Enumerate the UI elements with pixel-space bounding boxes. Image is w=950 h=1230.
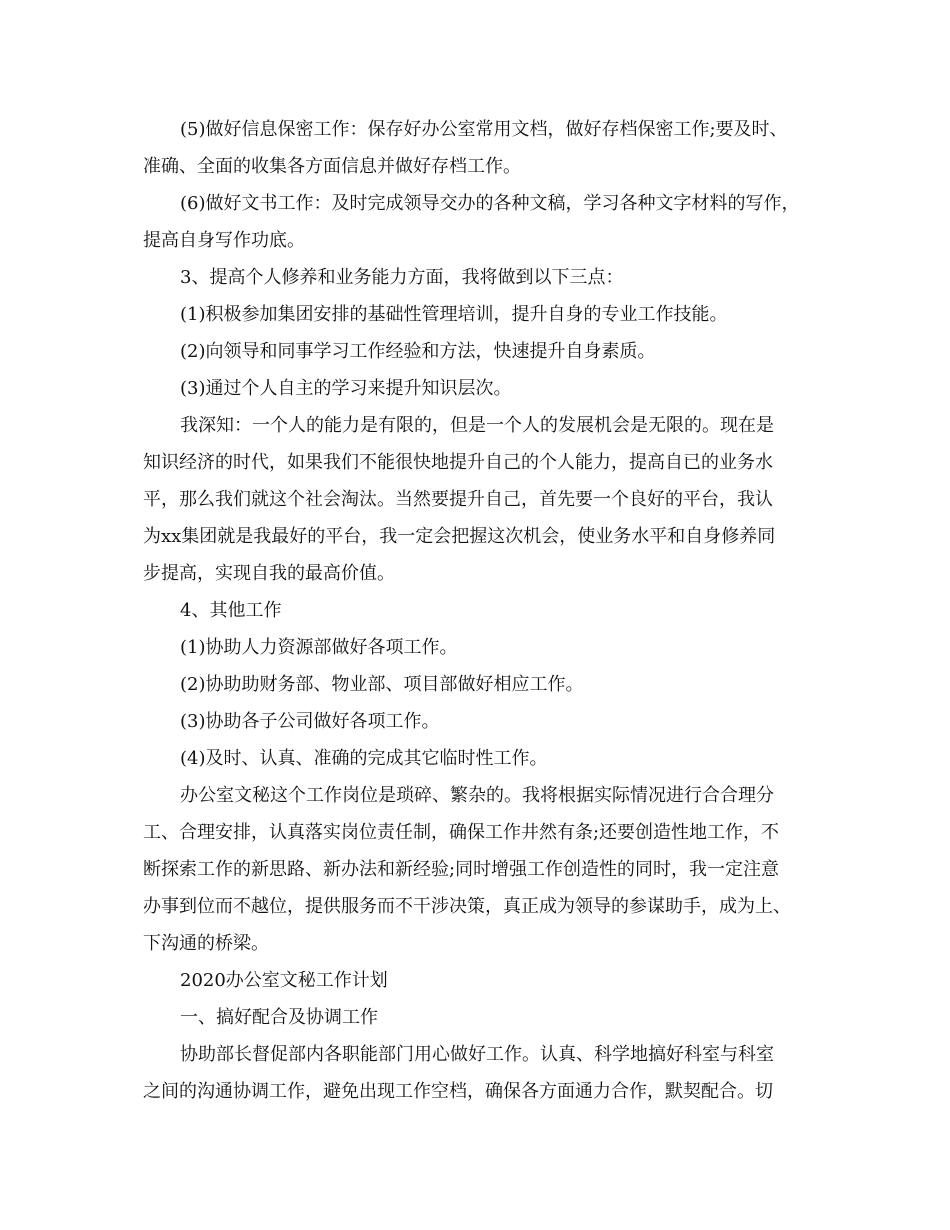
paragraph-line: 工、合理安排，认真落实岗位责任制，确保工作井然有条;还要创造性地工作，不	[143, 822, 780, 843]
section-heading: 4、其他工作	[180, 600, 282, 621]
list-item: (2)向领导和同事学习工作经验和方法，快速提升自身素质。	[180, 341, 656, 362]
section-heading: 一、搞好配合及协调工作	[180, 1007, 378, 1028]
paragraph-line: 为xx集团就是我最好的平台，我一定会把握这次机会，使业务水平和自身修养同	[143, 526, 776, 547]
paragraph-line: 我深知：一个人的能力是有限的，但是一个人的发展机会是无限的。现在是	[180, 415, 774, 436]
paragraph-line: 平，那么我们就这个社会淘汰。当然要提升自己，首先要一个良好的平台，我认	[143, 489, 773, 510]
document-title: 2020办公室文秘工作计划	[180, 970, 388, 991]
paragraph-line: 步提高，实现自我的最高价值。	[143, 563, 395, 584]
list-item: (2)协助助财务部、物业部、项目部做好相应工作。	[180, 674, 584, 695]
list-item: (3)协助各子公司做好各项工作。	[180, 711, 440, 732]
paragraph-line: 断探索工作的新思路、新办法和新经验;同时增强工作创造性的同时，我一定注意	[143, 859, 780, 880]
list-item: (1)积极参加集团安排的基础性管理培训，提升自身的专业工作技能。	[180, 304, 728, 325]
paragraph-line: 准确、全面的收集各方面信息并做好存档工作。	[143, 156, 521, 177]
paragraph-line: 下沟通的桥梁。	[143, 933, 269, 954]
paragraph-line: 办事到位而不越位，提供服务而不干涉决策，真正成为领导的参谋助手，成为上、	[143, 896, 791, 917]
list-item: (1)协助人力资源部做好各项工作。	[180, 637, 458, 658]
paragraph-line: 协助部长督促部内各职能部门用心做好工作。认真、科学地搞好科室与科室	[180, 1044, 774, 1065]
paragraph-line: 知识经济的时代，如果我们不能很快地提升自己的个人能力，提高自已的业务水	[143, 452, 773, 473]
paragraph-line: 提高自身写作功底。	[143, 230, 305, 251]
paragraph-line: (5)做好信息保密工作：保存好办公室常用文档，做好存档保密工作;要及时、	[180, 119, 788, 140]
list-item: (4)及时、认真、准确的完成其它临时性工作。	[180, 748, 548, 769]
paragraph-line: 之间的沟通协调工作，避免出现工作空档，确保各方面通力合作，默契配合。切	[143, 1081, 773, 1102]
paragraph-line: (6)做好文书工作：及时完成领导交办的各种文稿，学习各种文字材料的写作，	[180, 193, 800, 214]
paragraph-line: 办公室文秘这个工作岗位是琐碎、繁杂的。我将根据实际情况进行合合理分	[180, 785, 774, 806]
list-item: (3)通过个人自主的学习来提升知识层次。	[180, 378, 512, 399]
section-heading: 3、提高个人修养和业务能力方面，我将做到以下三点：	[180, 267, 624, 288]
